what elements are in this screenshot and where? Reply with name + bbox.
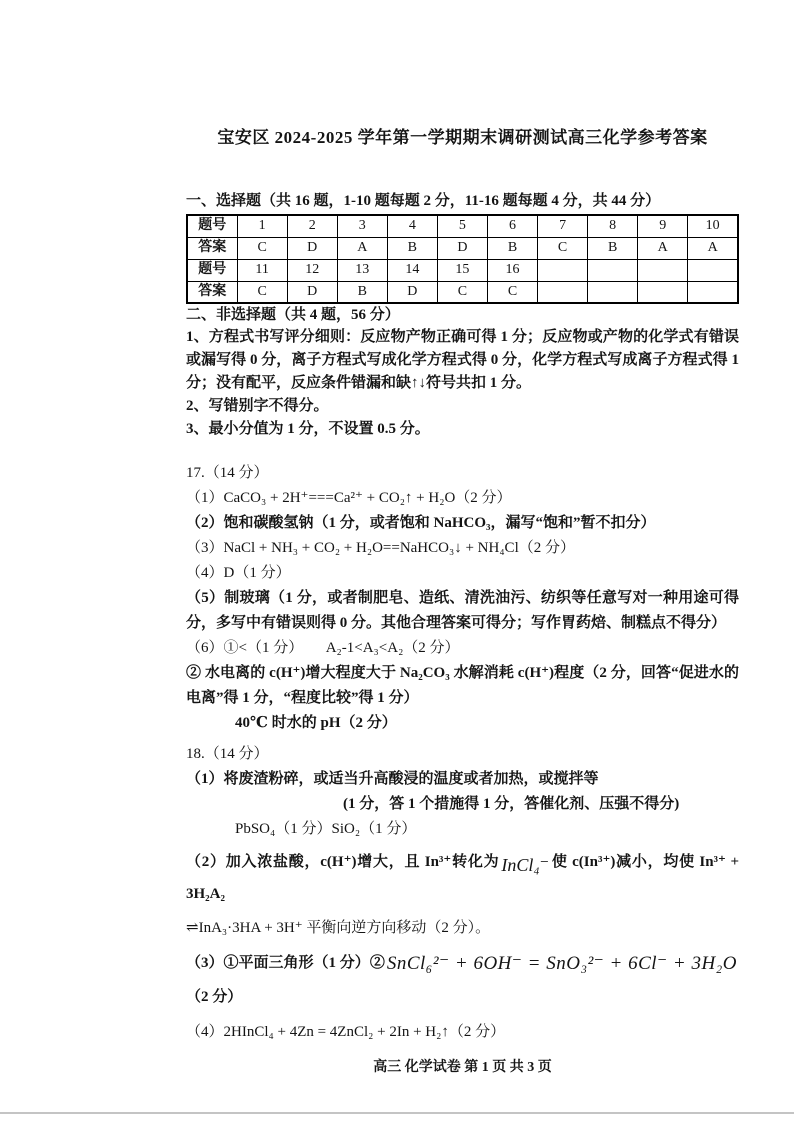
row-header-cell: 答案 bbox=[187, 281, 237, 303]
answer-cell: C bbox=[237, 281, 287, 303]
q17-answer-3: （3）NaCl + NH₃ + CO₂ + H₂O==NaHCO₃↓ + NH₄Cl（2 分） bbox=[186, 540, 575, 556]
grading-note-2: 2、写错别字不得分。 bbox=[186, 398, 329, 414]
question-18-heading: 18.（14 分） bbox=[186, 746, 269, 762]
grading-note-3: 3、最小分值为 1 分，不设置 0.5 分。 bbox=[186, 421, 430, 437]
q17-answer-5: （5）制玻璃（1 分，或者制肥皂、造纸、清洗油污、纺织等任意写对一种用途可得分，多写中有错误则得 0 分。其他合理答案可得分；写作胃药焙、制糕点不得分） bbox=[186, 590, 739, 631]
answer-cell: 13 bbox=[337, 259, 387, 281]
answer-cell bbox=[688, 259, 738, 281]
q17-answer-1: （1）CaCO₃ + 2H⁺===Ca²⁺ + CO₂↑ + H₂O（2 分） bbox=[186, 490, 512, 506]
answer-cell: D bbox=[287, 281, 337, 303]
page-footer: 高三 化学试卷 第 1 页 共 3 页 bbox=[373, 1060, 552, 1075]
question-17-block bbox=[186, 461, 739, 736]
q17-answer-6-sub3: 40℃ 时水的 pH（2 分） bbox=[235, 715, 397, 731]
answer-cell: 2 bbox=[287, 215, 337, 237]
q18-answer-1-note: (1 分，答 1 个措施得 1 分，答催化剂、压强不得分) bbox=[343, 796, 680, 812]
answer-cell: A bbox=[688, 237, 738, 259]
answer-cell bbox=[588, 259, 638, 281]
row-header-cell: 题号 bbox=[187, 259, 237, 281]
line-text: （2 分） bbox=[186, 989, 243, 1005]
answer-cell: C bbox=[437, 281, 487, 303]
q17-answer-2: （2）饱和碳酸氢钠（1 分，或者饱和 NaHCO₃，漏写“饱和”暂不扣分） bbox=[186, 515, 656, 531]
answer-cell bbox=[638, 281, 688, 303]
answer-cell bbox=[638, 259, 688, 281]
answer-cell: 5 bbox=[437, 215, 487, 237]
q18-answer-3 bbox=[186, 945, 739, 1014]
answer-cell: 16 bbox=[487, 259, 537, 281]
answer-cell: 14 bbox=[387, 259, 437, 281]
page-title: 宝安区 2024-2025 学年第一学期期末调研测试高三化学参考答案 bbox=[217, 128, 708, 147]
q17-answer-4: （4）D（1 分） bbox=[186, 565, 291, 581]
answer-cell: 8 bbox=[588, 215, 638, 237]
answer-cell: 7 bbox=[538, 215, 588, 237]
answer-cell: C bbox=[487, 281, 537, 303]
table-row bbox=[187, 259, 738, 281]
q18-answer-1-formulas: PbSO₄（1 分）SiO₂（1 分） bbox=[235, 821, 417, 837]
answer-cell: 10 bbox=[688, 215, 738, 237]
answer-cell: 3 bbox=[337, 215, 387, 237]
answer-cell: 4 bbox=[387, 215, 437, 237]
answer-cell bbox=[538, 281, 588, 303]
table-row bbox=[187, 237, 738, 259]
q17-answer-6-sub2: ② 水电离的 c(H⁺)增大程度大于 Na₂CO₃ 水解消耗 c(H⁺)程度（2 分，回答“促进水的电离”得 1 分，“程度比较”得 1 分） bbox=[186, 665, 739, 706]
answer-cell: D bbox=[437, 237, 487, 259]
q18-answer-1: （1）将废渣粉碎，或适当升高酸浸的温度或者加热，或搅拌等 bbox=[186, 771, 599, 787]
answer-cell: C bbox=[237, 237, 287, 259]
inline-formula-incl4: InCl₄⁻ bbox=[501, 855, 550, 875]
question-18-block bbox=[186, 742, 739, 1045]
document-content bbox=[186, 126, 739, 1079]
scan-edge-line bbox=[0, 1112, 794, 1114]
line-text: （3）①平面三角形（1 分）② bbox=[186, 955, 385, 971]
answer-table bbox=[186, 214, 739, 304]
table-row bbox=[187, 215, 738, 237]
answer-cell: 6 bbox=[487, 215, 537, 237]
answer-cell: B bbox=[588, 237, 638, 259]
q18-answer-2-cont: ⇌InA₃·3HA + 3H⁺ 平衡向逆方向移动（2 分）。 bbox=[186, 920, 491, 936]
section2-heading: 二、非选择题（共 4 题，56 分） bbox=[186, 307, 400, 323]
row-header-cell: 题号 bbox=[187, 215, 237, 237]
answer-cell: 11 bbox=[237, 259, 287, 281]
answer-cell: D bbox=[387, 281, 437, 303]
answer-cell: D bbox=[287, 237, 337, 259]
answer-cell: 15 bbox=[437, 259, 487, 281]
answer-cell: A bbox=[638, 237, 688, 259]
q17-answer-6: （6）①<（1 分） A₂-1<A₃<A₂（2 分） bbox=[186, 640, 460, 656]
answer-cell bbox=[538, 259, 588, 281]
line-text: 使 c(In³⁺)减小，均使 In³⁺ + 3H₂A₂ bbox=[186, 854, 739, 902]
grading-note-1: 1、方程式书写评分细则：反应物产物正确可得 1 分；反应物或产物的化学式有错误或漏写得 0 分，离子方程式写成化学方程式得 0 分，化学方程式写成离子方程式得 1 分；没有配平，反应条件错漏和缺↑↓符号共扣 1 分。 bbox=[186, 329, 739, 391]
answer-cell: B bbox=[337, 281, 387, 303]
inline-formula-sncl6: SnCl₆²⁻ + 6OH⁻ = SnO₃²⁻ + 6Cl⁻ + 3H₂O bbox=[386, 953, 737, 974]
answer-cell: 1 bbox=[237, 215, 287, 237]
q18-answer-4: （4）2HInCl₄ + 4Zn = 4ZnCl₂ + 2In + H₂↑（2 分） bbox=[186, 1024, 506, 1040]
answer-cell bbox=[588, 281, 638, 303]
answer-cell: A bbox=[337, 237, 387, 259]
section1-heading: 一、选择题（共 16 题，1-10 题每题 2 分，11-16 题每题 4 分，共 44 分） bbox=[186, 193, 661, 209]
answer-cell: B bbox=[487, 237, 537, 259]
q18-answer-2 bbox=[186, 844, 739, 910]
question-17-heading: 17.（14 分） bbox=[186, 465, 269, 481]
answer-cell bbox=[688, 281, 738, 303]
answer-cell: B bbox=[387, 237, 437, 259]
answer-cell: 12 bbox=[287, 259, 337, 281]
line-text: （2）加入浓盐酸，c(H⁺)增大，且 In³⁺转化为 bbox=[186, 854, 500, 870]
table-row bbox=[187, 281, 738, 303]
answer-cell: C bbox=[538, 237, 588, 259]
row-header-cell: 答案 bbox=[187, 237, 237, 259]
answer-cell: 9 bbox=[638, 215, 688, 237]
